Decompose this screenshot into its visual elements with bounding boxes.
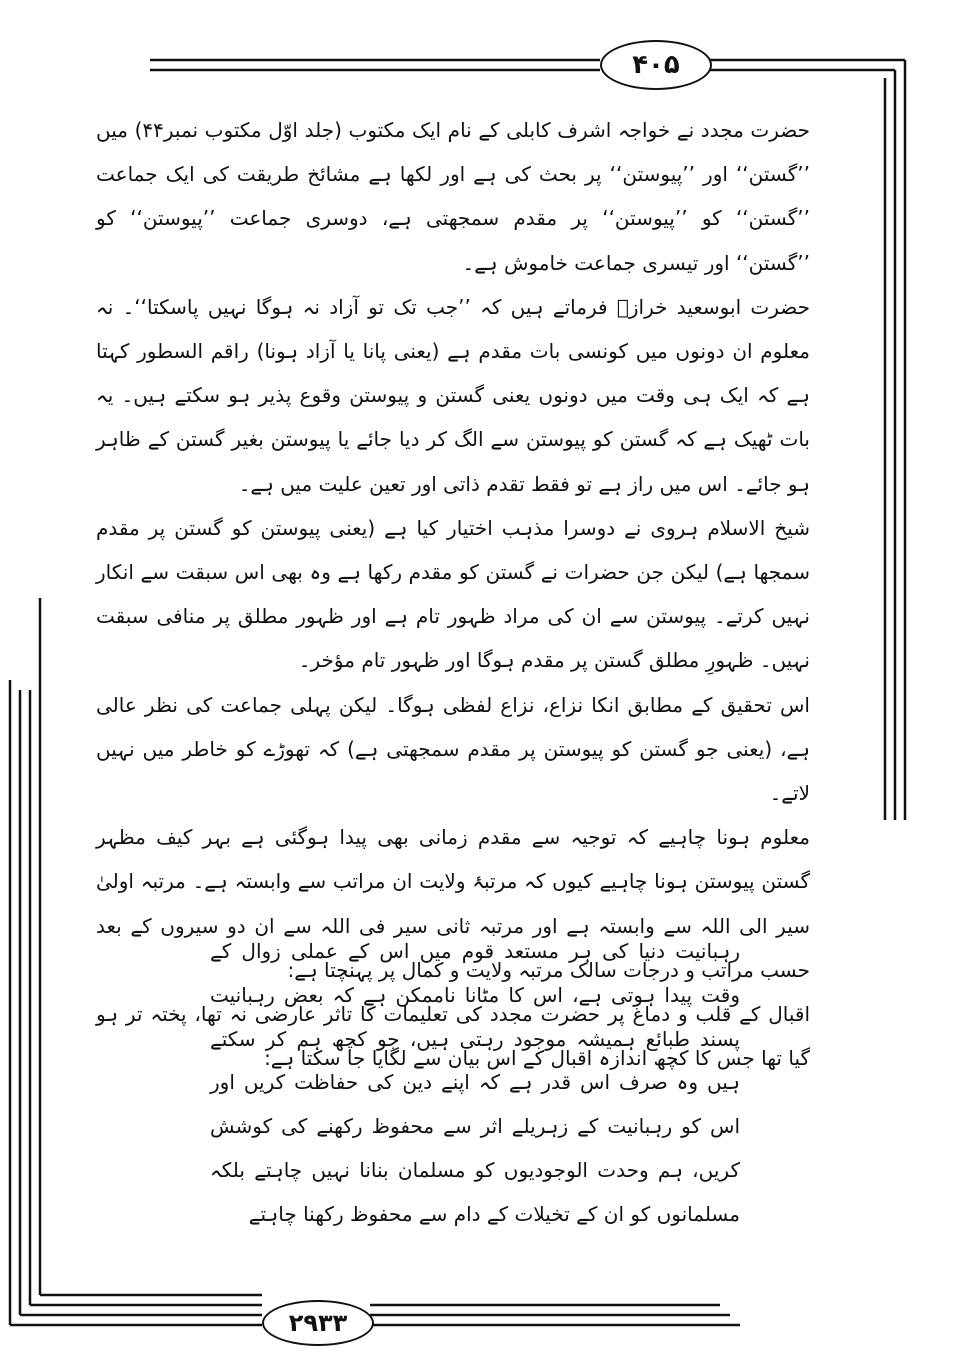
paragraph-2: حضرت ابوسعید خرازؒ فرماتے ہیں کہ ’’جب تک تو آزاد نہ ہوگا نہیں پاسکتا‘‘۔ نہ معلوم ان دونوں میں کونسی بات مقدم ہے (یعنی پانا یا آزاد ہونا) راقم السطور کہتا ہے کہ ایک ہی وقت میں دونوں یعنی گستن و پیوستن وقوع پذیر ہو سکتے ہیں۔ یہ بات ٹھیک ہے کہ گستن کو پیوستن سے الگ کر دیا جائے یا پیوستن بغیر گستن کے ظاہر ہو جائے۔ اس میں راز ہے تو فقط تقدم ذاتی اور تعین علیت میں ہے۔ — [96, 294, 810, 496]
block-quote: رہبانیت دنیا کی ہر مستعد قوم میں اس کے عملی زوال کے وقت پیدا ہوتی ہے، اس کا مٹانا ناممکن ہے کہ بعض رہبانیت پسند طبائع ہمیشہ موجود رہتی ہیں، جو کچھ ہم کر سکتے ہیں وہ صرف اس قدر ہے کہ اپنے دین کی حفاظت کریں اور اس کو رہبانیت کے زہریلے اثر سے محفوظ رکھنے کی کوشش کریں، ہم وحدت الوجودیوں کو مسلمان بنانا نہیں چاہتے بلکہ مسلمانوں کو ان کے تخیلات کے دام سے محفوظ رکھنا چاہتے — [210, 939, 740, 1226]
paragraph-6: اقبال کے قلب و دماغ پر حضرت مجدد کی تعلیمات کا تاثر عارضی نہ تھا، پختہ تر ہو گیا تھا جس کا کچھ اندازہ اقبال کے اس بیان سے لگایا جا سکتا ہے: — [96, 1002, 810, 1071]
page-number-top: ۴۰۵ — [600, 40, 712, 90]
paragraph-1: حضرت مجدد نے خواجہ اشرف کابلی کے نام ایک مکتوب (جلد اوّل مکتوب نمبر۴۴) میں ’’گستن‘‘ اور ’’پیوستن‘‘ پر بحث کی ہے اور لکھا ہے مشائخ طریقت کی ایک جماعت ’’گستن‘‘ کو ’’پیوستن‘‘ پر مقدم سمجھتی ہے، دوسری جماعت ’’پیوستن‘‘ کو ’’گستن‘‘ اور تیسری جماعت خاموش ہے۔ — [96, 118, 810, 275]
page-number-bottom: ۲۹۳۳ — [262, 1300, 374, 1346]
paragraph-4: اس تحقیق کے مطابق انکا نزاع، نزاع لفظی ہوگا۔ لیکن پہلی جماعت کی نظر عالی ہے، (یعنی جو گستن کو پیوستن پر مقدم سمجھتی ہے) کہ تھوڑے کو خاطر میں نہیں لاتے۔ — [96, 692, 810, 806]
paragraph-5: معلوم ہونا چاہیے کہ توجیہ سے مقدم زمانی بھی پیدا ہوگئی ہے بہر کیف مظہر گستن پیوستن ہونا چاہیے کیوں کہ مرتبۂ ولایت ان مراتب سے وابستہ ہے۔ مرتبہ اولیٰ سیر الی اللہ سے وابستہ ہے اور مرتبہ ثانی سیر فی اللہ سے ان دو سیروں کے بعد حسب مراتب و درجات سالک مرتبہ ولایت و کمال پر پہنچتا ہے: — [96, 825, 810, 982]
paragraph-3: شیخ الاسلام ہروی نے دوسرا مذہب اختیار کیا ہے (یعنی پیوستن کو گستن پر مقدم سمجھا ہے) لیکن جن حضرات نے گستن کو مقدم رکھا ہے وہ بھی اس سبقت سے انکار نہیں کرتے۔ پیوستن سے ان کی مراد ظہور تام ہے اور ظہور مطلق پر منافی سبقت نہیں۔ ظہورِ مطلق گستن پر مقدم ہوگا اور ظہور تام مؤخر۔ — [96, 515, 810, 673]
